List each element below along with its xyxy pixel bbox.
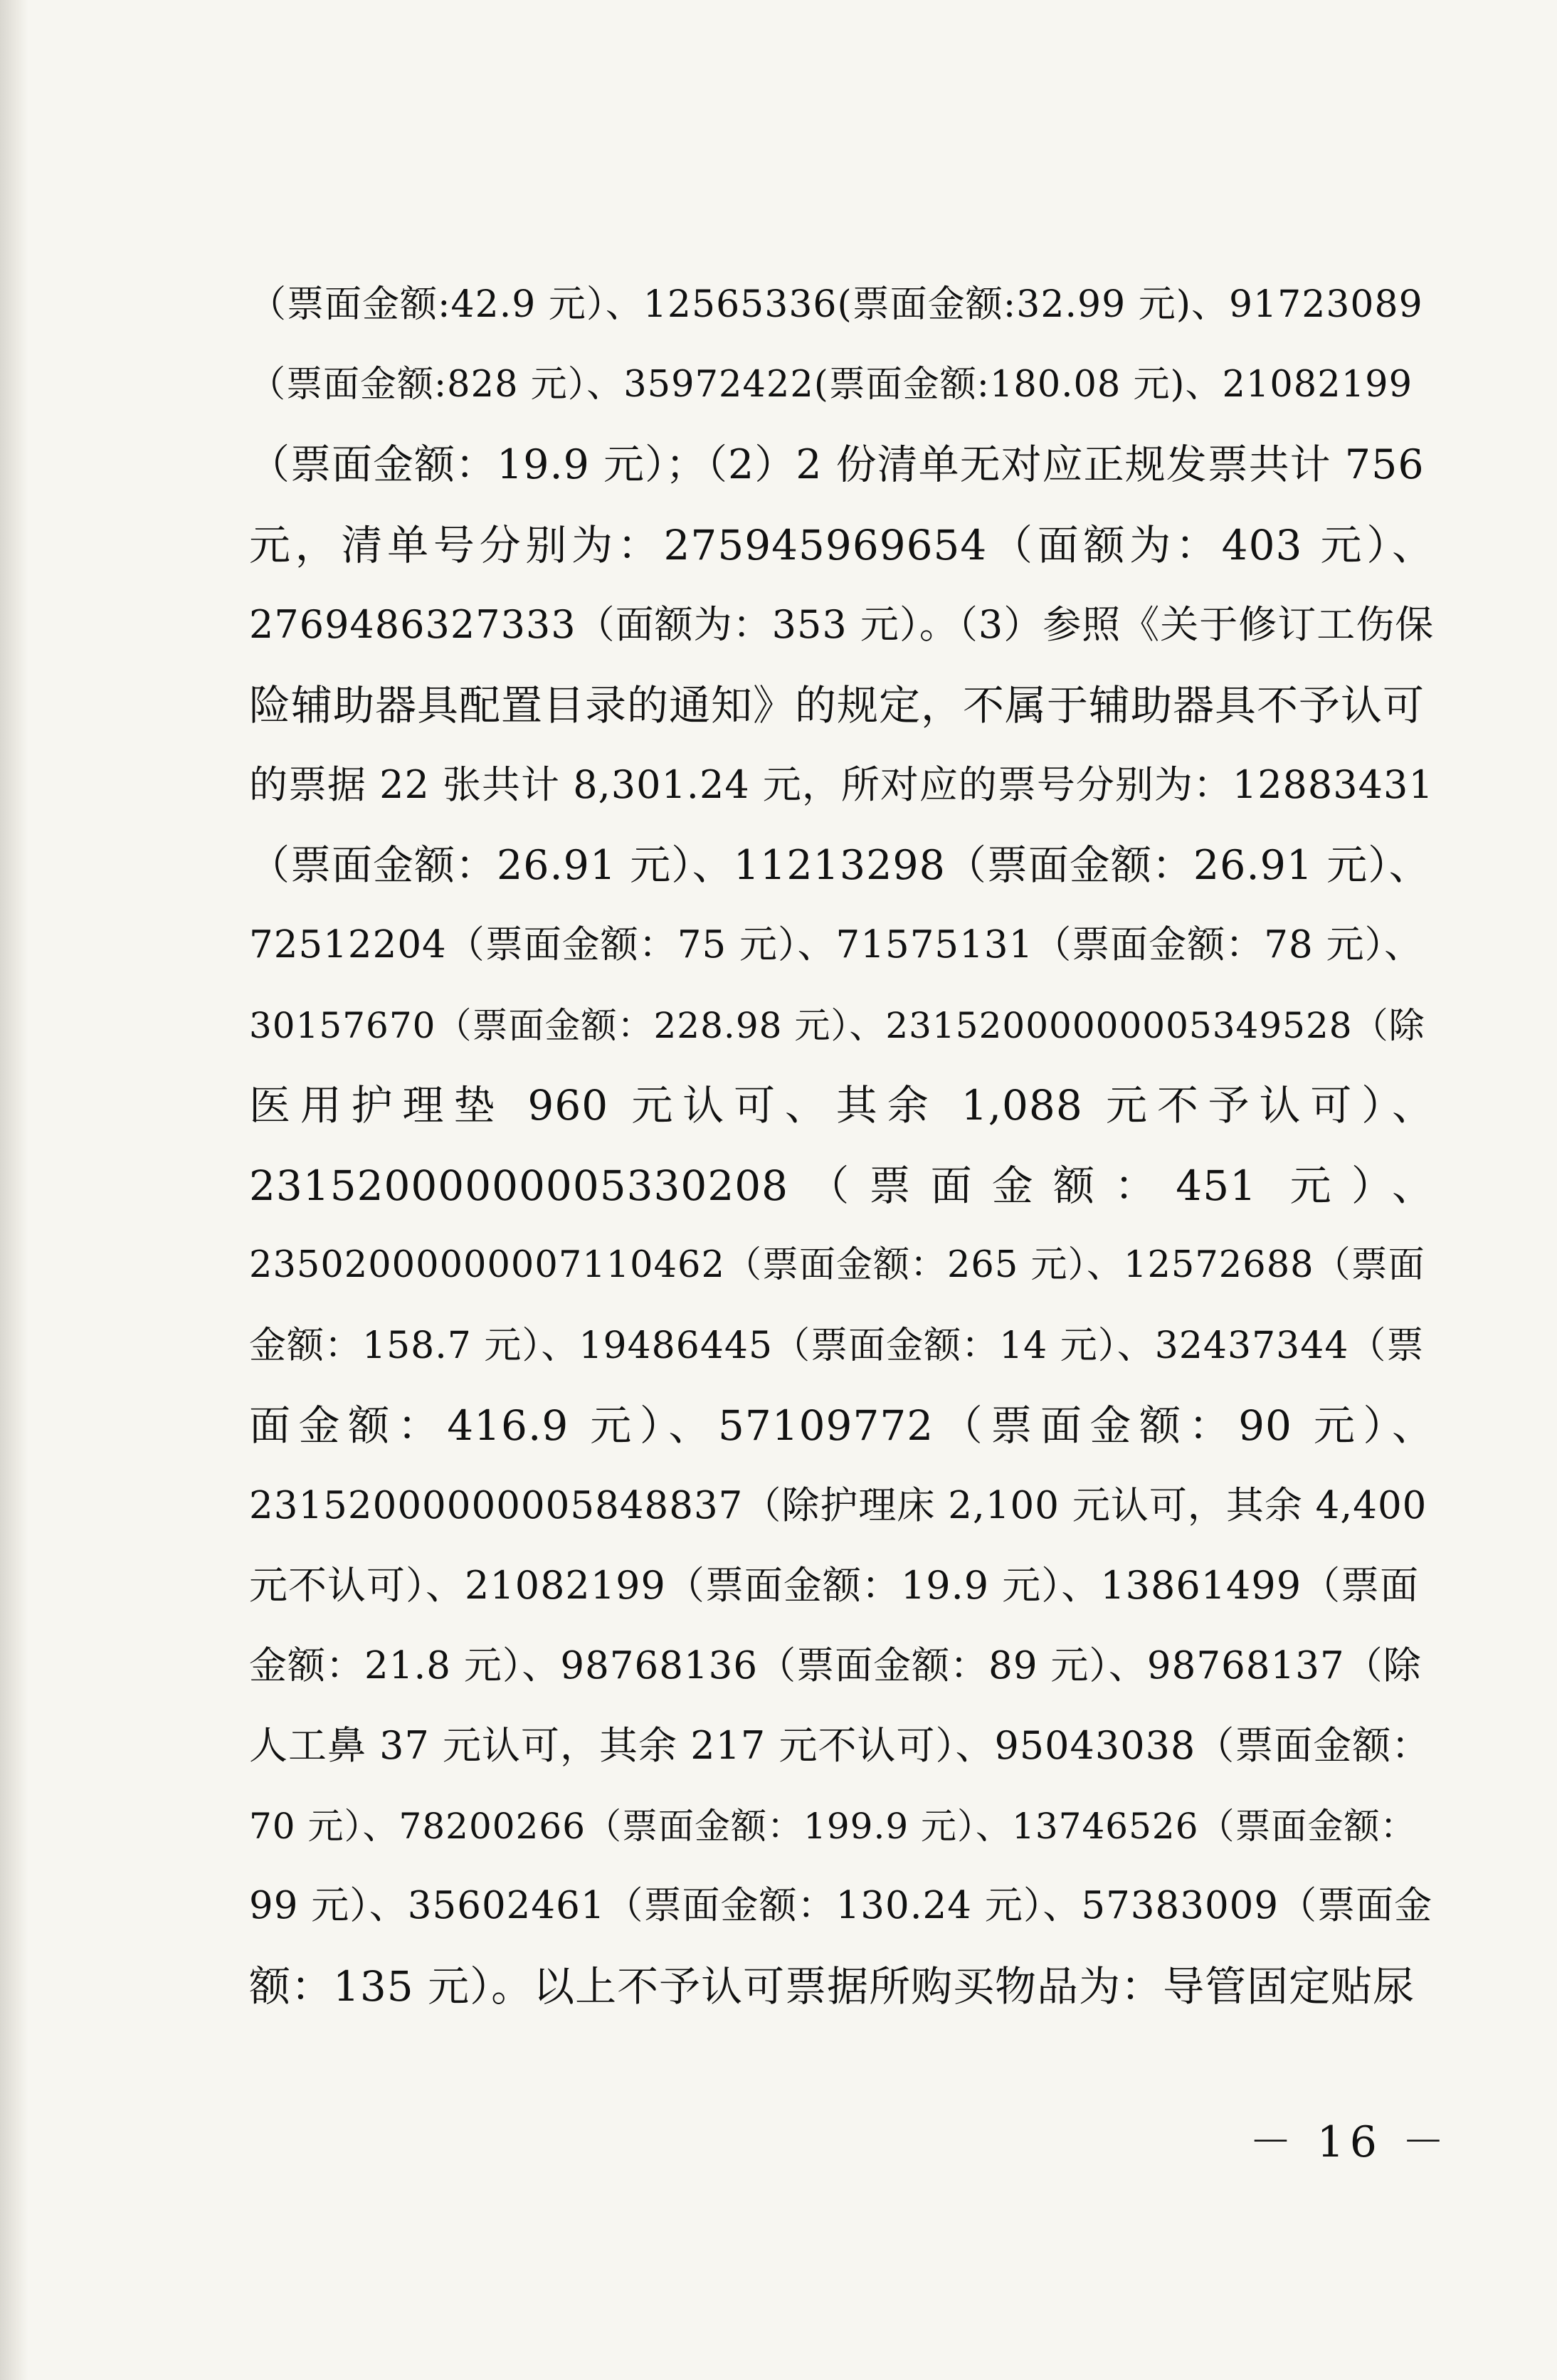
text-line: （票面金额:42.9 元）、12565336(票面金额:32.99 元)、91723089 [249,283,1423,326]
scan-edge-shadow [0,0,28,2380]
text-line: 金额：21.8 元）、98768136（票面金额：89 元）、98768137（除 [249,1643,1422,1687]
text-line: （票面金额：26.91 元）、11213298（票面金额：26.91 元）、 [249,841,1430,889]
page-number: － 16 － [1249,2117,1450,2167]
text-line: 2769486327333（面额为：353 元）。（3）参照《关于修订工伤保 [249,602,1435,647]
text-line: （票面金额：19.9 元）；（2）2 份清单无对应正规发票共计 756 [249,441,1425,488]
text-line: 70 元）、78200266（票面金额：199.9 元）、13746526（票面金额： [249,1805,1417,1847]
text-line: 的票据 22 张共计 8,301.24 元，所对应的票号分别为：12883431 [249,762,1434,807]
text-line: 面金额：416.9 元）、57109772（票面金额：90 元）、 [249,1401,1434,1450]
text-line: 元，清单号分别为：275945969654（面额为：403 元）、 [249,520,1434,569]
text-line: 23502000000007110462（票面金额：265 元）、12572688（票面 [249,1244,1425,1286]
text-line: 30157670（票面金额：228.98 元）、23152000000005349528（除 [249,1004,1425,1046]
text-line: 金额：158.7 元）、19486445（票面金额：14 元）、32437344（票 [249,1324,1425,1367]
text-line: 23152000000005848837（除护理床 2,100 元认可，其余 4,400 [249,1483,1427,1527]
text-line: 险辅助器具配置目录的通知》的规定，不属于辅助器具不予认可 [249,680,1425,730]
text-line: 人工鼻 37 元认可，其余 217 元不认可）、95043038（票面金额： [249,1723,1431,1768]
text-line: （票面金额:828 元）、35972422(票面金额:180.08 元)、21082199 [249,363,1413,406]
text-line: 医用护理垫 960 元认可、其余 1,088 元不予认可）、 [249,1081,1434,1130]
text-line: 72512204（票面金额：75 元）、71575131（票面金额：78 元）、 [249,923,1423,967]
text-line: 23152000000005330208（票面金额：451 元）、 [249,1161,1434,1210]
text-line: 99 元）、35602461（票面金额：130.24 元）、57383009（票面金 [249,1884,1433,1927]
text-line: 元不认可）、21082199（票面金额：19.9 元）、13861499（票面 [249,1563,1420,1608]
body-text [249,265,1434,2026]
text-line: 额：135 元）。以上不予认可票据所购买物品为：导管固定贴尿 [249,1962,1415,2011]
